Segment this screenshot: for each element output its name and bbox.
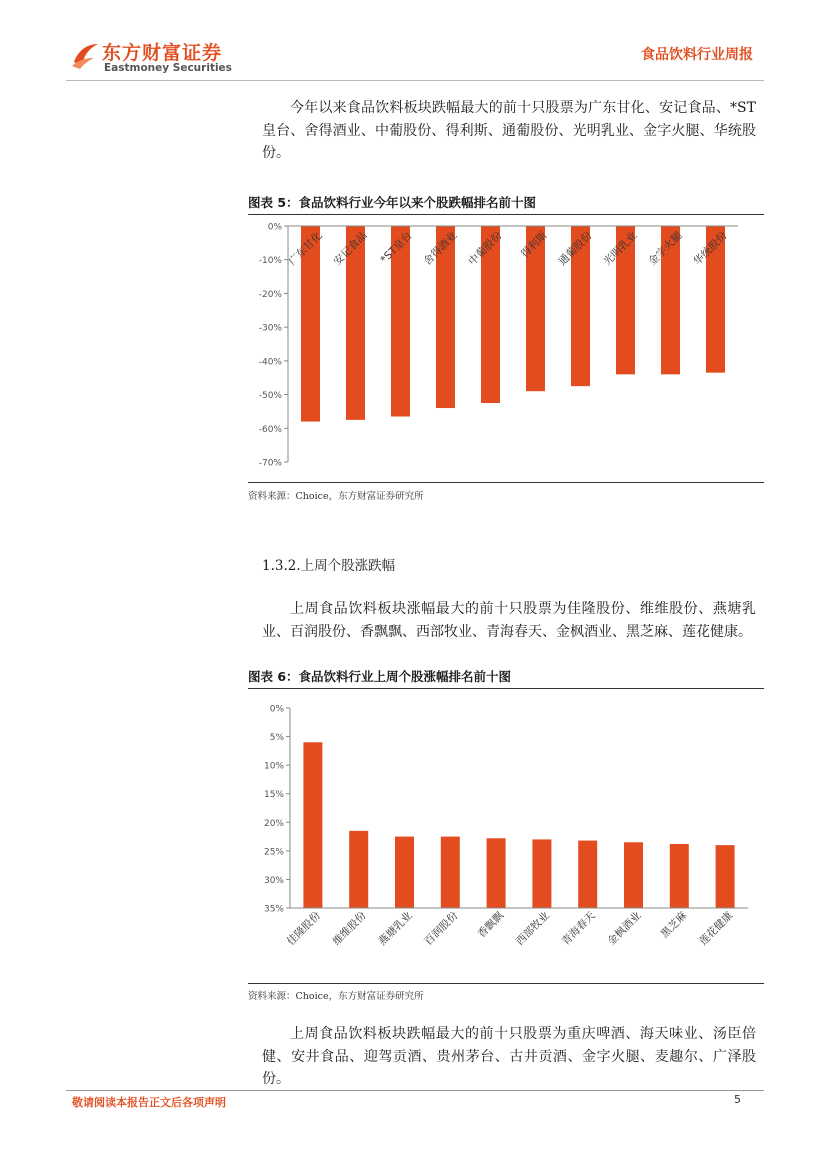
chart-bar xyxy=(487,838,506,908)
x-category-label: 金枫酒业 xyxy=(605,909,644,948)
logo-chinese-name: 东方财富证券 xyxy=(102,42,223,64)
footer-disclaimer: 敬请阅读本报告正文后各项声明 xyxy=(72,1096,226,1109)
footer-divider xyxy=(66,1090,764,1091)
chart-bar xyxy=(303,742,322,908)
figure-6-title: 图表 6：食品饮料行业上周个股涨幅排名前十图 xyxy=(248,669,512,684)
x-category-label: 莲花健康 xyxy=(697,909,736,948)
chart-bar xyxy=(395,837,414,908)
y-tick-label: -30% xyxy=(258,323,282,334)
header-divider xyxy=(66,80,764,81)
y-tick-label: -60% xyxy=(258,424,282,435)
y-tick-label: 25% xyxy=(263,847,284,858)
x-category-label: 西部牧业 xyxy=(513,909,553,948)
paragraph-ytd-decliners: 今年以来食品饮料板块跌幅最大的前十只股票为广东甘化、安记食品、*ST皇台、舍得酒业、中葡股份、得利斯、通葡股份、光明乳业、金字火腿、华统股份。 xyxy=(262,100,756,161)
y-tick-label: -50% xyxy=(258,391,282,402)
x-category-label: 得利斯 xyxy=(518,229,550,261)
report-title: 食品饮料行业周报 xyxy=(641,47,753,63)
figure-6-bar-chart xyxy=(248,690,764,982)
y-tick-label: 30% xyxy=(263,875,284,886)
logo-english-name: Eastmoney Securities xyxy=(104,62,232,74)
y-tick-label: 0% xyxy=(269,704,284,715)
y-tick-label: -20% xyxy=(258,289,282,300)
figure-6-source: 资料来源：Choice，东方财富证券研究所 xyxy=(248,991,424,1002)
x-category-label: 黑芝麻 xyxy=(658,909,690,941)
figure-5-source: 资料来源：Choice，东方财富证券研究所 xyxy=(248,491,424,502)
y-tick-label: 35% xyxy=(263,904,284,915)
y-tick-label: -70% xyxy=(258,458,282,469)
x-category-label: *ST皇台 xyxy=(378,229,415,266)
x-category-label: 舍得酒业 xyxy=(421,229,460,268)
x-category-label: 青海春天 xyxy=(559,909,598,948)
y-tick-label: 20% xyxy=(263,818,284,829)
y-tick-label: 0% xyxy=(267,222,282,233)
x-category-label: 燕塘乳业 xyxy=(376,909,415,948)
figure-5-title: 图表 5：食品饮料行业今年以来个股跌幅排名前十图 xyxy=(248,195,537,210)
x-category-label: 维维股份 xyxy=(330,909,369,948)
x-category-label: 中葡股份 xyxy=(466,229,505,268)
paragraph-weekly-gainers: 上周食品饮料板块涨幅最大的前十只股票为佳隆股份、维维股份、燕塘乳业、百润股份、香飘飘、西部牧业、青海春天、金枫酒业、黑芝麻、莲花健康。 xyxy=(262,601,756,640)
x-category-label: 香飘飘 xyxy=(475,909,507,941)
y-tick-label: 5% xyxy=(269,733,284,744)
y-tick-label: -40% xyxy=(258,357,282,368)
y-tick-label: -10% xyxy=(258,256,282,267)
x-category-label: 金字火腿 xyxy=(646,229,685,268)
chart-bar xyxy=(532,839,551,908)
chart-bar xyxy=(578,841,597,908)
page-number: 5 xyxy=(734,1093,741,1106)
figure-5-bar-chart xyxy=(248,214,764,480)
figure-6-top-rule xyxy=(248,688,764,689)
x-category-label: 佳隆股份 xyxy=(284,909,324,948)
section-heading: 1.3.2.上周个股涨跌幅 xyxy=(262,558,396,574)
x-category-label: 光明乳业 xyxy=(601,229,640,268)
paragraph-weekly-decliners: 上周食品饮料板块跌幅最大的前十只股票为重庆啤酒、海天味业、汤臣倍健、安井食品、迎驾贡酒、贵州茅台、古井贡酒、金字火腿、麦趣尔、广泽股份。 xyxy=(262,1026,756,1087)
chart-bar xyxy=(716,845,735,908)
chart-bar xyxy=(441,837,460,908)
x-category-label: 安记食品 xyxy=(331,229,370,268)
logo-mark-icon xyxy=(70,40,100,70)
x-category-label: 广东甘化 xyxy=(286,229,325,268)
y-tick-label: 10% xyxy=(263,761,284,772)
chart-bar xyxy=(670,844,689,908)
x-category-label: 百润股份 xyxy=(422,909,461,948)
y-tick-label: 15% xyxy=(263,790,284,801)
company-logo xyxy=(66,36,246,80)
figure-5-bottom-rule xyxy=(248,482,764,483)
x-category-label: 华统股份 xyxy=(691,229,730,268)
chart-bar xyxy=(349,831,368,908)
x-category-label: 通葡股份 xyxy=(556,229,595,268)
figure-6-bottom-rule xyxy=(248,983,764,984)
chart-bar xyxy=(624,842,643,908)
